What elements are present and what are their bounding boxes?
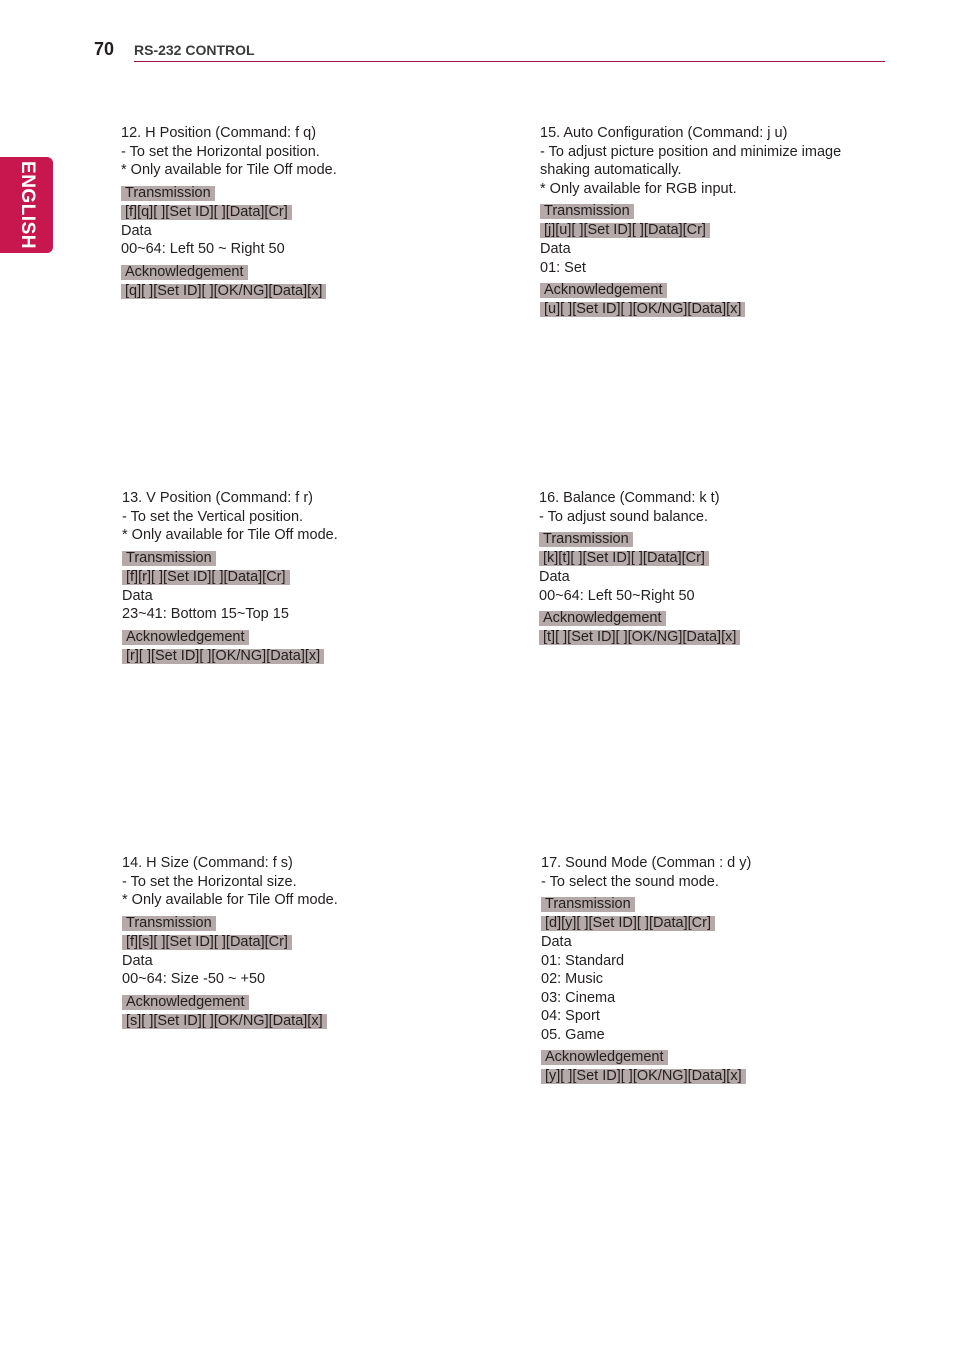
language-tab [0,157,53,253]
data-value: 04: Sport [541,1008,600,1024]
command-block-auto-configuration [540,124,900,319]
command-title: 14. H Size (Command: f s) [122,855,293,871]
acknowledgement-format: [q][ ][Set ID][ ][OK/NG][Data][x] [121,284,326,299]
data-value: 00~64: Left 50 ~ Right 50 [121,241,285,257]
spacer [539,605,879,609]
transmission-format: [f][s][ ][Set ID][ ][Data][Cr] [122,935,292,950]
language-tab-label: ENGLISH [17,161,38,249]
spacer [541,891,881,895]
acknowledgement-format: [u][ ][Set ID][ ][OK/NG][Data][x] [540,302,745,317]
data-value: 05. Game [541,1026,605,1043]
acknowledgement-label: Acknowledgement [121,265,248,280]
command-description: * Only available for Tile Off mode. [121,162,337,178]
command-description: - To adjust picture position and minimize image [540,143,842,160]
transmission-label: Transmission [122,551,216,566]
command-description: - To set the Horizontal position. [121,143,320,160]
command-block-sound-mode [541,854,881,1086]
command-title: 15. Auto Configuration (Command: j u) [540,125,788,141]
data-value: 02: Music [541,971,604,987]
data-label: Data [121,222,152,239]
command-description: shaking automatically. [540,162,682,178]
data-label: Data [122,587,153,604]
header-divider [134,61,885,62]
transmission-format: [k][t][ ][Set ID][ ][Data][Cr] [539,551,709,566]
page-number: 70 [94,39,115,59]
section-title: RS-232 CONTROL [134,42,255,58]
acknowledgement-format: [y][ ][Set ID][ ][OK/NG][Data][x] [541,1069,746,1084]
acknowledgement-label: Acknowledgement [541,1050,668,1065]
command-description: * Only available for Tile Off mode. [122,527,338,543]
transmission-format: [d][y][ ][Set ID][ ][Data][Cr] [541,916,715,931]
data-label: Data [122,952,153,969]
spacer [121,259,461,263]
spacer [122,989,462,993]
spacer [540,198,900,202]
acknowledgement-format: [s][ ][Set ID][ ][OK/NG][Data][x] [122,1014,327,1029]
acknowledgement-format: [t][ ][Set ID][ ][OK/NG][Data][x] [539,630,740,645]
spacer [122,624,462,628]
command-block-balance [539,489,879,647]
command-title: 16. Balance (Command: k t) [539,490,720,506]
command-title: 17. Sound Mode (Comman : d y) [541,855,752,871]
spacer [122,545,462,549]
data-value: 01: Standard [541,952,625,969]
data-label: Data [541,934,572,950]
transmission-format: [f][q][ ][Set ID][ ][Data][Cr] [121,205,292,220]
command-description: - To select the sound mode. [541,873,719,890]
transmission-label: Transmission [541,897,635,912]
command-description: * Only available for RGB input. [540,180,737,197]
data-value: 01: Set [540,259,586,276]
data-value: 00~64: Left 50~Right 50 [539,587,695,604]
data-value: 00~64: Size -50 ~ +50 [122,971,266,987]
command-block-v-position [122,489,462,666]
command-description: * Only available for Tile Off mode. [122,892,338,908]
command-description: - To adjust sound balance. [539,508,709,525]
command-block-h-size [122,854,462,1031]
transmission-label: Transmission [540,204,634,219]
transmission-format: [f][r][ ][Set ID][ ][Data][Cr] [122,570,290,585]
command-description: - To set the Vertical position. [122,508,304,525]
command-description: - To set the Horizontal size. [122,873,297,890]
spacer [539,526,879,530]
command-title: 13. V Position (Command: f r) [122,490,313,506]
spacer [121,180,461,184]
acknowledgement-label: Acknowledgement [540,283,667,298]
command-title: 12. H Position (Command: f q) [121,125,317,141]
data-value: 23~41: Bottom 15~Top 15 [122,606,289,622]
data-label: Data [540,241,571,257]
transmission-format: [j][u][ ][Set ID][ ][Data][Cr] [540,223,710,238]
acknowledgement-format: [r][ ][Set ID][ ][OK/NG][Data][x] [122,649,324,664]
acknowledgement-label: Acknowledgement [122,995,249,1010]
spacer [541,1044,881,1048]
spacer [122,910,462,914]
transmission-label: Transmission [539,532,633,547]
spacer [540,277,900,281]
acknowledgement-label: Acknowledgement [539,611,666,626]
transmission-label: Transmission [122,916,216,931]
acknowledgement-label: Acknowledgement [122,630,249,645]
command-block-h-position [121,124,461,301]
transmission-label: Transmission [121,186,215,201]
data-label: Data [539,569,570,585]
data-value: 03: Cinema [541,989,616,1006]
